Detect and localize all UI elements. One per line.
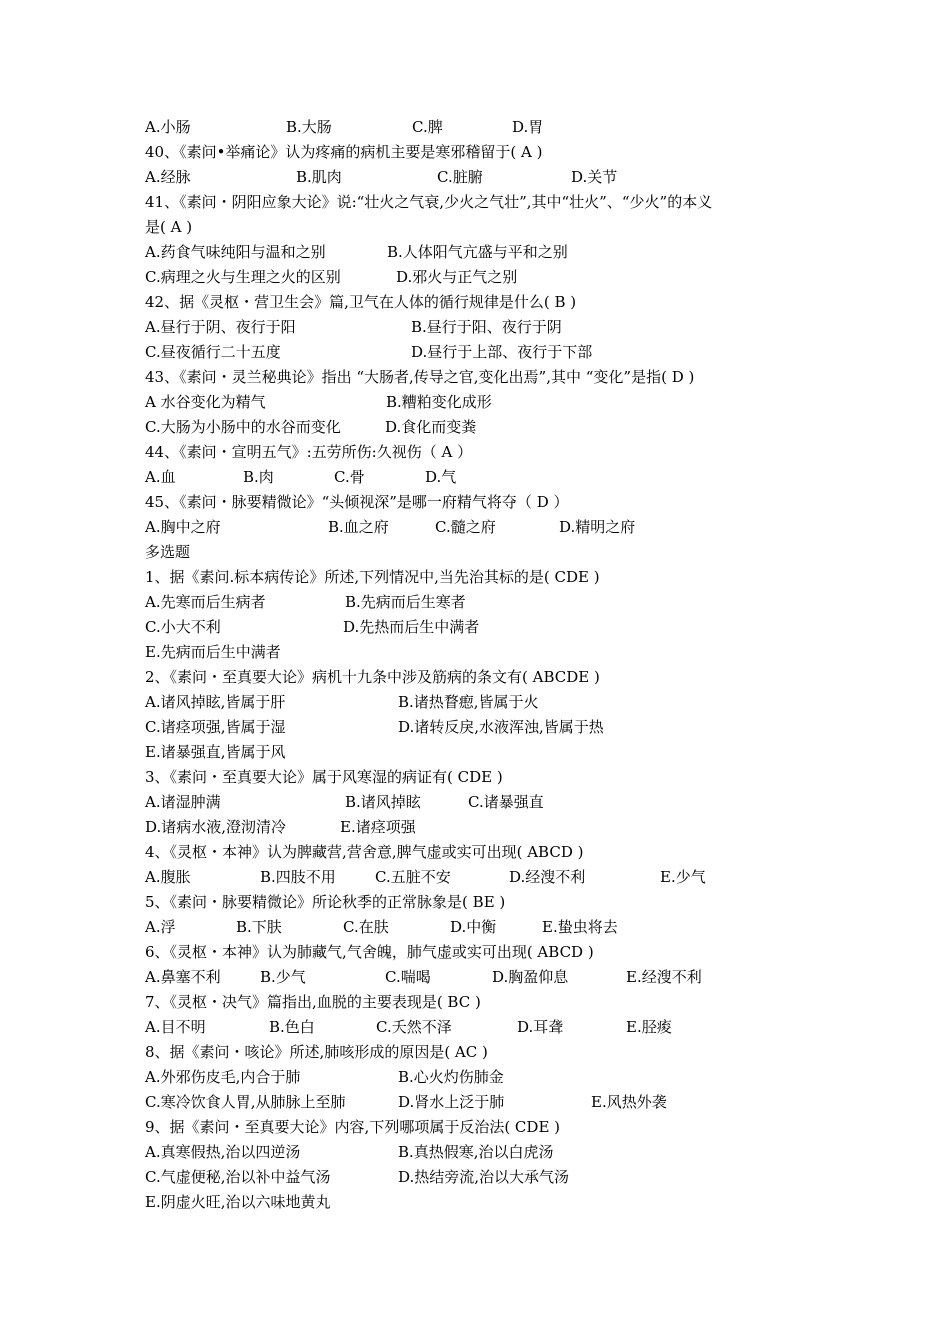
line-text: 是( A ) xyxy=(145,218,193,236)
line-text: 5、《素问・脉要精微论》所论秋季的正常脉象是( BE ) xyxy=(145,893,506,911)
option-text: B.大肠 xyxy=(286,118,332,136)
line-text: 8、据《素问・咳论》所述,肺咳形成的原因是( AC ) xyxy=(145,1043,488,1061)
option-text: C.脾 xyxy=(412,118,443,136)
line-text: 7、《灵枢・决气》篇指出,血脱的主要表现是( BC ) xyxy=(145,993,481,1011)
option-text: E.风热外袭 xyxy=(591,1093,667,1111)
line-text: E.先病而后生中满者 xyxy=(145,643,281,661)
option-text: B.糟粕变化成形 xyxy=(386,393,492,411)
option-text: C.髓之府 xyxy=(435,518,496,536)
option-text: E.少气 xyxy=(660,868,706,886)
option-text: C.诸暴强直 xyxy=(468,793,544,811)
option-text: B.少气 xyxy=(260,968,306,986)
line-text: 40、《素问•举痛论》认为疼痛的病机主要是寒邪稽留于( A ) xyxy=(145,143,543,161)
option-text: E.经溲不利 xyxy=(626,968,702,986)
option-text: B.心火灼伤肺金 xyxy=(398,1068,504,1086)
option-text: C.寒冷饮食人胃,从肺脉上至肺 xyxy=(145,1093,346,1111)
option-text: B.诸热瞀瘛,皆属于火 xyxy=(398,693,539,711)
option-text: A.先寒而后生病者 xyxy=(145,593,266,611)
option-text: C.小大不利 xyxy=(145,618,221,636)
option-text: D.诸转反戾,水液浑浊,皆属于热 xyxy=(398,718,604,736)
option-text: A.浮 xyxy=(145,918,176,936)
line-text: 41、《素问・阴阳应象大论》说:“壮火之气衰,少火之气壮”,其中“壮火”、“少火”的本义 xyxy=(145,193,713,211)
option-text: D.胃 xyxy=(512,118,544,136)
option-text: A.真寒假热,治以四逆汤 xyxy=(145,1143,301,1161)
option-text: D.先热而后生中满者 xyxy=(343,618,480,636)
option-text: D.昼行于上部、夜行于下部 xyxy=(411,343,593,361)
option-text: C.夭然不泽 xyxy=(376,1018,452,1036)
line-text: 6、《灵枢・本神》认为肺藏气,气舍魄，肺气虚或实可出现( ABCD ) xyxy=(145,943,594,961)
option-text: A.血 xyxy=(145,468,176,486)
line-text: 1、据《素问.标本病传论》所述,下列情况中,当先治其标的是( CDE ) xyxy=(145,568,600,586)
option-text: B.真热假寒,治以白虎汤 xyxy=(398,1143,554,1161)
option-text: D.关节 xyxy=(571,168,618,186)
option-text: A.胸中之府 xyxy=(145,518,221,536)
option-text: C.骨 xyxy=(334,468,365,486)
line-text: 多选题 xyxy=(145,543,191,561)
option-text: C.诸痉项强,皆属于湿 xyxy=(145,718,286,736)
option-text: A.诸湿肿满 xyxy=(145,793,221,811)
line-text: E.诸暴强直,皆属于风 xyxy=(145,743,286,761)
option-text: B.先病而后生寒者 xyxy=(345,593,466,611)
option-text: B.人体阳气亢盛与平和之别 xyxy=(387,243,568,261)
option-text: D.中衡 xyxy=(450,918,497,936)
option-text: A.诸风掉眩,皆属于肝 xyxy=(145,693,286,711)
option-text: A.昼行于阴、夜行于阳 xyxy=(145,318,296,336)
option-text: B.昼行于阳、夜行于阴 xyxy=(411,318,562,336)
option-text: C.气虚便秘,治以补中益气汤 xyxy=(145,1168,331,1186)
option-text: C.在肤 xyxy=(343,918,389,936)
option-text: D.经溲不利 xyxy=(509,868,586,886)
line-text: E.阴虚火旺,治以六味地黄丸 xyxy=(145,1193,331,1211)
line-text: 44、《素问・宣明五气》:五劳所伤:久视伤（ A ） xyxy=(145,443,473,461)
option-text: D.胸盈仰息 xyxy=(492,968,569,986)
option-text: A.腹胀 xyxy=(145,868,191,886)
option-text: B.下肤 xyxy=(236,918,282,936)
option-text: A.药食气味纯阳与温和之别 xyxy=(145,243,326,261)
line-text: 9、据《素问・至真要大论》内容,下列哪项属于反治法( CDE ) xyxy=(145,1118,561,1136)
option-text: A.外邪伤皮毛,内合于肺 xyxy=(145,1068,301,1086)
option-text: C.大肠为小肠中的水谷而变化 xyxy=(145,418,341,436)
option-text: D.肾水上泛于肺 xyxy=(398,1093,505,1111)
option-text: D.邪火与正气之别 xyxy=(396,268,518,286)
option-text: B.血之府 xyxy=(328,518,389,536)
option-text: D.气 xyxy=(425,468,457,486)
line-text: 43、《素问・灵兰秘典论》指出 “大肠者,传导之官,变化出焉”,其中 “变化”是指( D ) xyxy=(145,368,695,386)
option-text: B.肌肉 xyxy=(296,168,342,186)
option-text: B.诸风掉眩 xyxy=(345,793,421,811)
option-text: E.蛰虫将去 xyxy=(542,918,618,936)
line-text: 4、《灵枢・本神》认为脾藏营,营舍意,脾气虚或实可出现( ABCD ) xyxy=(145,843,584,861)
option-text: B.四肢不用 xyxy=(260,868,336,886)
option-text: B.色白 xyxy=(269,1018,315,1036)
line-text: 3、《素问・至真要大论》属于风寒湿的病证有( CDE ) xyxy=(145,768,503,786)
option-text: D.食化而变粪 xyxy=(385,418,477,436)
option-text: A.小肠 xyxy=(145,118,191,136)
option-text: C.昼夜循行二十五度 xyxy=(145,343,281,361)
option-text: D.诸病水液,澄沏清冷 xyxy=(145,818,287,836)
option-text: E.胫痠 xyxy=(626,1018,672,1036)
option-text: B.肉 xyxy=(243,468,274,486)
option-text: A.目不明 xyxy=(145,1018,206,1036)
option-text: C.病理之火与生理之火的区别 xyxy=(145,268,341,286)
option-text: C.脏腑 xyxy=(437,168,483,186)
line-text: 42、据《灵枢・营卫生会》篇,卫气在人体的循行规律是什么( B ) xyxy=(145,293,577,311)
line-text: 2、《素问・至真要大论》病机十九条中涉及筋病的条文有( ABCDE ) xyxy=(145,668,600,686)
option-text: D.热结旁流,治以大承气汤 xyxy=(398,1168,570,1186)
option-text: C.五脏不安 xyxy=(375,868,451,886)
option-text: A.经脉 xyxy=(145,168,191,186)
option-text: A.鼻塞不利 xyxy=(145,968,221,986)
option-text: E.诸痉项强 xyxy=(340,818,416,836)
option-text: A 水谷变化为精气 xyxy=(145,393,266,411)
option-text: D.精明之府 xyxy=(559,518,636,536)
line-text: 45、《素问・脉要精微论》“头倾视深”是哪一府精气将夺（ D ） xyxy=(145,493,569,511)
option-text: C.喘喝 xyxy=(385,968,431,986)
option-text: D.耳聋 xyxy=(517,1018,564,1036)
